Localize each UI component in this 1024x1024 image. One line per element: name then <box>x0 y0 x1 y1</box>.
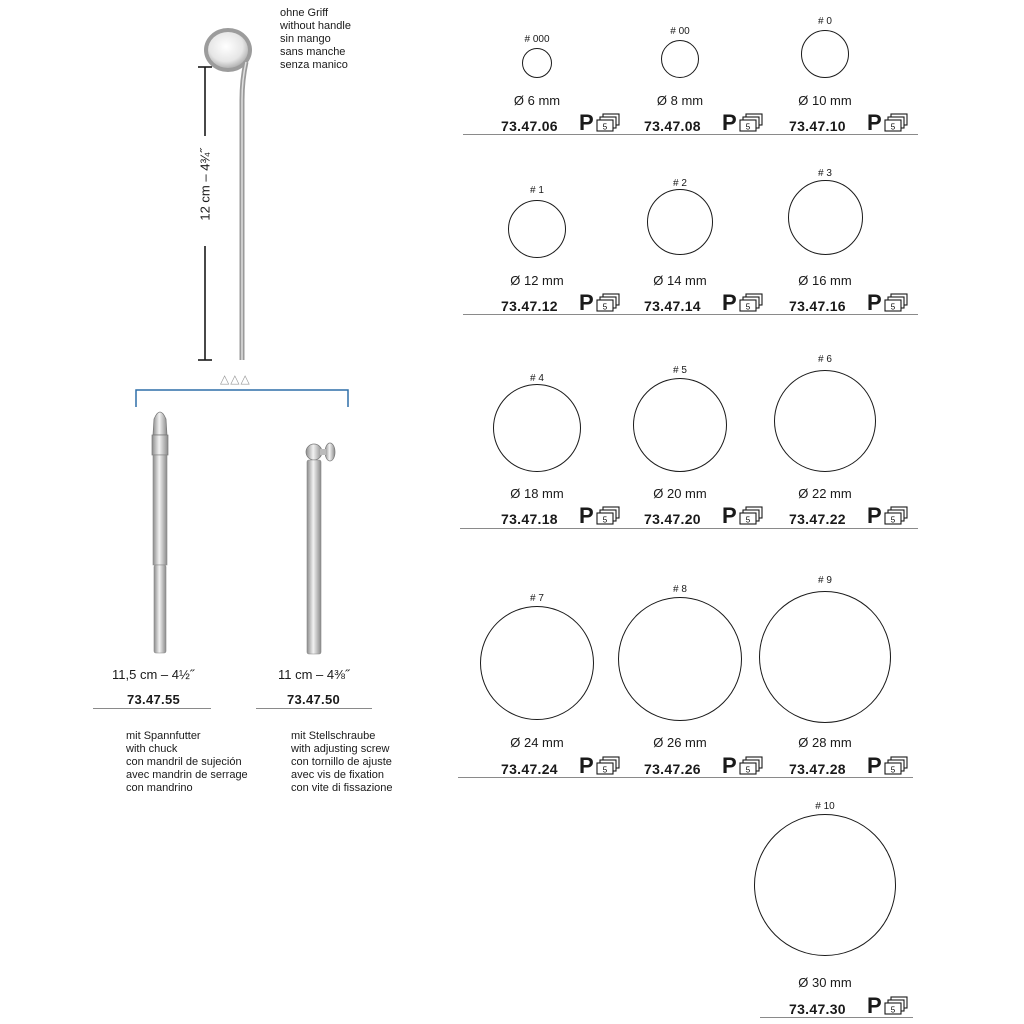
mirror-diameter: Ø 20 mm <box>653 486 707 501</box>
handle-desc-line: con tornillo de ajuste <box>291 756 392 768</box>
package-letter: P <box>722 110 737 135</box>
package-letter: P <box>722 290 737 315</box>
handle-length: 11 cm – 4⅜˝ <box>278 667 350 682</box>
row-divider <box>463 314 918 315</box>
handle-desc-line: mit Spannfutter <box>126 730 201 742</box>
package-letter: P <box>579 290 594 315</box>
mirror-diameter: Ø 6 mm <box>513 93 561 108</box>
mirror-article-code: 73.47.16 <box>789 298 846 314</box>
mirror-number: # 4 <box>530 373 544 384</box>
package-stack-icon <box>883 506 909 526</box>
mirror-diameter: Ø 8 mm <box>656 93 704 108</box>
mirror-number: # 1 <box>530 185 544 196</box>
mirror-head-illustration <box>180 20 270 370</box>
package-letter: P <box>867 753 882 778</box>
package-letter: P <box>722 753 737 778</box>
handle-code: 73.47.50 <box>287 692 341 707</box>
mirror-number: # 7 <box>530 593 544 604</box>
mirror-number: # 00 <box>670 26 690 37</box>
mirror-size-circle <box>493 384 581 472</box>
package-icon <box>579 290 621 315</box>
package-count: 5 <box>602 515 608 525</box>
mirror-number: # 8 <box>673 584 687 595</box>
package-icon <box>867 110 909 135</box>
mirror-number: # 3 <box>818 168 832 179</box>
mirror-number: # 000 <box>524 34 550 45</box>
mirror-diameter: Ø 12 mm <box>510 273 564 288</box>
handle-divider <box>256 708 372 709</box>
package-count: 5 <box>602 302 608 312</box>
package-letter: P <box>579 503 594 528</box>
mirror-article-code: 73.47.08 <box>644 118 701 134</box>
package-stack-icon <box>883 996 909 1016</box>
package-icon <box>867 993 909 1018</box>
mirror-diameter: Ø 30 mm <box>798 975 852 990</box>
mirror-number: # 6 <box>818 354 832 365</box>
package-stack-icon <box>738 293 764 313</box>
package-letter: P <box>867 110 882 135</box>
mirror-diameter: Ø 24 mm <box>510 735 564 750</box>
length-label: 12 cm – 4¾˝ <box>197 148 213 221</box>
mirror-number: # 5 <box>673 365 687 376</box>
mirror-head-description <box>280 7 351 72</box>
mirror-diameter: Ø 28 mm <box>798 735 852 750</box>
handle-length: 11,5 cm – 4½˝ <box>112 667 195 682</box>
package-stack-icon <box>595 293 621 313</box>
package-letter: P <box>579 753 594 778</box>
mirror-head-desc-line: sin mango <box>280 33 331 45</box>
row-divider <box>463 134 918 135</box>
mirror-size-circle <box>633 378 727 472</box>
mirror-number: # 9 <box>818 575 832 586</box>
row-divider <box>760 1017 913 1018</box>
package-stack-icon <box>738 506 764 526</box>
package-count: 5 <box>745 515 751 525</box>
package-count: 5 <box>890 1005 896 1015</box>
package-count: 5 <box>602 765 608 775</box>
package-count: 5 <box>745 765 751 775</box>
package-stack-icon <box>595 506 621 526</box>
mirror-size-circle <box>759 591 891 723</box>
handle-description <box>126 730 248 795</box>
mirror-diameter: Ø 22 mm <box>798 486 852 501</box>
handle-desc-line: avec vis de fixation <box>291 769 384 781</box>
package-icon <box>867 290 909 315</box>
package-stack-icon <box>883 756 909 776</box>
package-stack-icon <box>738 113 764 133</box>
mirror-diameter: Ø 18 mm <box>510 486 564 501</box>
handle-desc-line: with chuck <box>126 743 178 755</box>
package-icon <box>867 753 909 778</box>
row-divider <box>458 777 913 778</box>
handle-desc-line: con mandril de sujeción <box>126 756 242 768</box>
package-icon <box>722 753 764 778</box>
package-count: 5 <box>745 302 751 312</box>
package-count: 5 <box>890 302 896 312</box>
row-divider <box>460 528 918 529</box>
package-stack-icon <box>883 293 909 313</box>
package-icon <box>722 290 764 315</box>
package-stack-icon <box>595 756 621 776</box>
mirror-size-circle <box>661 40 699 78</box>
mirror-diameter: Ø 26 mm <box>653 735 707 750</box>
handle-desc-line: with adjusting screw <box>291 743 390 755</box>
mirror-article-code: 73.47.22 <box>789 511 846 527</box>
package-letter: P <box>579 110 594 135</box>
handle-desc-line: con vite di fissazione <box>291 782 393 794</box>
mirror-diameter: Ø 16 mm <box>798 273 852 288</box>
mirror-article-code: 73.47.18 <box>501 511 558 527</box>
mirror-size-circle <box>522 48 552 78</box>
mirror-head-desc-line: ohne Griff <box>280 7 329 19</box>
handle-divider <box>93 708 211 709</box>
package-letter: P <box>867 290 882 315</box>
handle-desc-line: mit Stellschraube <box>291 730 376 742</box>
handle-code: 73.47.55 <box>127 692 181 707</box>
package-icon <box>867 503 909 528</box>
mirror-article-code: 73.47.24 <box>501 761 558 777</box>
handle-desc-line: avec mandrin de serrage <box>126 769 248 781</box>
chuck-handle-illustration <box>140 405 180 655</box>
mirror-article-code: 73.47.26 <box>644 761 701 777</box>
mirror-size-circle <box>754 814 896 956</box>
mirror-article-code: 73.47.30 <box>789 1001 846 1017</box>
mirror-size-circle <box>788 180 863 255</box>
package-icon <box>722 503 764 528</box>
mirror-head-desc-line: senza manico <box>280 59 348 71</box>
mirror-size-circle <box>801 30 849 78</box>
package-count: 5 <box>602 122 608 132</box>
package-icon <box>579 753 621 778</box>
mirror-article-code: 73.47.14 <box>644 298 701 314</box>
mirror-number: # 2 <box>673 178 687 189</box>
mirror-diameter: Ø 14 mm <box>653 273 707 288</box>
mirror-article-code: 73.47.06 <box>501 118 558 134</box>
mirror-head-desc-line: without handle <box>280 20 351 32</box>
package-stack-icon <box>883 113 909 133</box>
package-letter: P <box>722 503 737 528</box>
package-stack-icon <box>595 113 621 133</box>
package-stack-icon <box>738 756 764 776</box>
handle-description <box>291 730 393 795</box>
mirror-size-circle <box>647 189 713 255</box>
package-icon <box>579 503 621 528</box>
package-count: 5 <box>745 122 751 132</box>
handle-desc-line: con mandrino <box>126 782 193 794</box>
package-letter: P <box>867 503 882 528</box>
mirror-number: # 10 <box>815 801 835 812</box>
mirror-number: # 0 <box>818 16 832 27</box>
mirror-size-circle <box>480 606 594 720</box>
package-letter: P <box>867 993 882 1018</box>
mirror-article-code: 73.47.20 <box>644 511 701 527</box>
package-icon <box>579 110 621 135</box>
package-icon <box>722 110 764 135</box>
mirror-size-circle <box>618 597 742 721</box>
mirror-size-circle <box>508 200 566 258</box>
package-count: 5 <box>890 765 896 775</box>
screw-handle-illustration <box>300 438 350 656</box>
mirror-article-code: 73.47.28 <box>789 761 846 777</box>
mirror-head-desc-line: sans manche <box>280 46 346 58</box>
package-count: 5 <box>890 122 896 132</box>
package-count: 5 <box>890 515 896 525</box>
mirror-diameter: Ø 10 mm <box>798 93 852 108</box>
mirror-article-code: 73.47.12 <box>501 298 558 314</box>
mirror-article-code: 73.47.10 <box>789 118 846 134</box>
triangle-symbols: △△△ <box>220 372 251 386</box>
mirror-size-circle <box>774 370 876 472</box>
